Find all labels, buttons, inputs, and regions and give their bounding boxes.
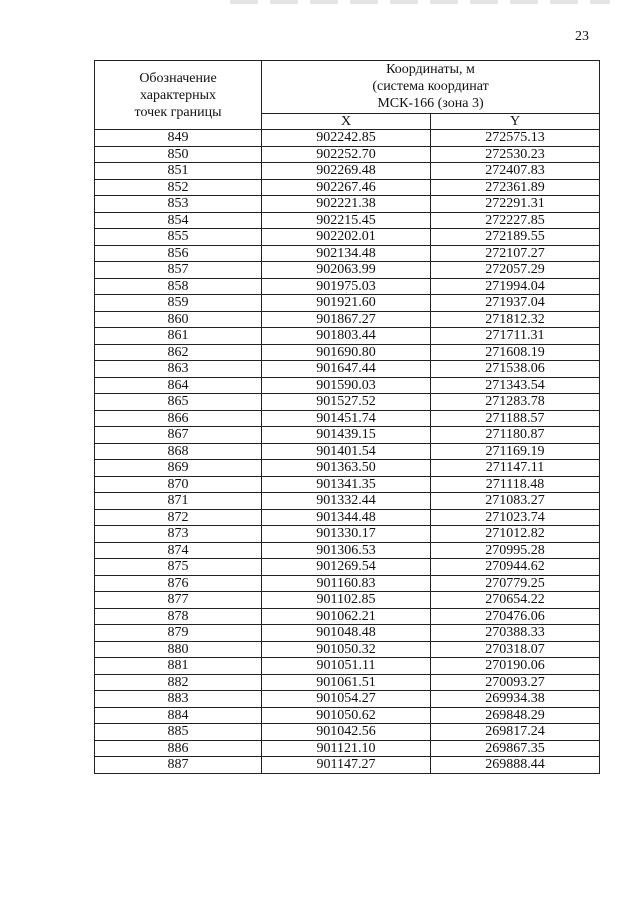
- y-cell: 269848.29: [431, 707, 600, 724]
- header-point-line-2: характерных: [139, 87, 217, 103]
- table-row: [95, 740, 600, 757]
- point-id-cell: 866: [95, 410, 262, 427]
- point-id-cell: 883: [95, 691, 262, 708]
- table-row: [95, 229, 600, 246]
- scan-artifact: [230, 0, 610, 4]
- y-cell: 270779.25: [431, 575, 600, 592]
- coordinates-table: [94, 60, 600, 774]
- x-cell: 901451.74: [262, 410, 431, 427]
- point-id-cell: 876: [95, 575, 262, 592]
- y-cell: 271169.19: [431, 443, 600, 460]
- point-id-cell: 859: [95, 295, 262, 312]
- table-row: [95, 212, 600, 229]
- table-row: [95, 262, 600, 279]
- table-row: [95, 130, 600, 147]
- y-cell: 272227.85: [431, 212, 600, 229]
- x-cell: 901803.44: [262, 328, 431, 345]
- x-cell: 902134.48: [262, 245, 431, 262]
- point-id-cell: 881: [95, 658, 262, 675]
- table-body: [95, 130, 600, 774]
- y-cell: 272530.23: [431, 146, 600, 163]
- point-id-cell: 850: [95, 146, 262, 163]
- y-cell: 272291.31: [431, 196, 600, 213]
- y-cell: 271343.54: [431, 377, 600, 394]
- point-id-cell: 880: [95, 641, 262, 658]
- x-cell: 901439.15: [262, 427, 431, 444]
- x-cell: 901401.54: [262, 443, 431, 460]
- x-cell: 901121.10: [262, 740, 431, 757]
- point-id-cell: 856: [95, 245, 262, 262]
- header-coords-line-2: (система координат: [372, 79, 489, 95]
- y-cell: 271608.19: [431, 344, 600, 361]
- y-cell: 271711.31: [431, 328, 600, 345]
- point-id-cell: 865: [95, 394, 262, 411]
- y-cell: 269934.38: [431, 691, 600, 708]
- point-id-cell: 885: [95, 724, 262, 741]
- x-cell: 901975.03: [262, 278, 431, 295]
- x-cell: 901344.48: [262, 509, 431, 526]
- table-row: [95, 509, 600, 526]
- header-x: X: [262, 113, 431, 129]
- point-id-cell: 886: [95, 740, 262, 757]
- x-cell: 902269.48: [262, 163, 431, 180]
- y-cell: 271994.04: [431, 278, 600, 295]
- x-cell: 901590.03: [262, 377, 431, 394]
- point-id-cell: 878: [95, 608, 262, 625]
- y-cell: 272057.29: [431, 262, 600, 279]
- table-row: [95, 278, 600, 295]
- table-row: [95, 344, 600, 361]
- x-cell: 901341.35: [262, 476, 431, 493]
- x-cell: 902242.85: [262, 130, 431, 147]
- x-cell: 901051.11: [262, 658, 431, 675]
- x-cell: 902267.46: [262, 179, 431, 196]
- point-id-cell: 874: [95, 542, 262, 559]
- table-row: [95, 377, 600, 394]
- y-cell: 271538.06: [431, 361, 600, 378]
- point-id-cell: 863: [95, 361, 262, 378]
- x-cell: 902252.70: [262, 146, 431, 163]
- table-row: [95, 427, 600, 444]
- table-row: [95, 691, 600, 708]
- x-cell: 901690.80: [262, 344, 431, 361]
- x-cell: 901330.17: [262, 526, 431, 543]
- table-row: [95, 658, 600, 675]
- point-id-cell: 849: [95, 130, 262, 147]
- x-cell: 901647.44: [262, 361, 431, 378]
- table-row: [95, 724, 600, 741]
- table-row: [95, 410, 600, 427]
- table-row: [95, 542, 600, 559]
- x-cell: 901332.44: [262, 493, 431, 510]
- table-row: [95, 245, 600, 262]
- x-cell: 901050.62: [262, 707, 431, 724]
- x-cell: 901042.56: [262, 724, 431, 741]
- table-row: [95, 179, 600, 196]
- x-cell: 901160.83: [262, 575, 431, 592]
- y-cell: 272107.27: [431, 245, 600, 262]
- point-id-cell: 851: [95, 163, 262, 180]
- y-cell: 270093.27: [431, 674, 600, 691]
- x-cell: 901062.21: [262, 608, 431, 625]
- point-id-cell: 862: [95, 344, 262, 361]
- x-cell: 901527.52: [262, 394, 431, 411]
- table-row: [95, 608, 600, 625]
- y-cell: 271283.78: [431, 394, 600, 411]
- point-id-cell: 879: [95, 625, 262, 642]
- y-cell: 270476.06: [431, 608, 600, 625]
- header-y: Y: [431, 113, 600, 129]
- x-cell: 901102.85: [262, 592, 431, 609]
- y-cell: 271188.57: [431, 410, 600, 427]
- y-cell: 272575.13: [431, 130, 600, 147]
- point-id-cell: 860: [95, 311, 262, 328]
- y-cell: 271023.74: [431, 509, 600, 526]
- x-cell: 902215.45: [262, 212, 431, 229]
- point-id-cell: 871: [95, 493, 262, 510]
- point-id-cell: 867: [95, 427, 262, 444]
- point-id-cell: 854: [95, 212, 262, 229]
- point-id-cell: 873: [95, 526, 262, 543]
- y-cell: 271083.27: [431, 493, 600, 510]
- y-cell: 272407.83: [431, 163, 600, 180]
- x-cell: 901921.60: [262, 295, 431, 312]
- header-point-line-3: точек границы: [134, 104, 222, 120]
- x-cell: 901269.54: [262, 559, 431, 576]
- y-cell: 271937.04: [431, 295, 600, 312]
- point-id-cell: 864: [95, 377, 262, 394]
- header-coordinates: [262, 61, 600, 114]
- point-id-cell: 887: [95, 757, 262, 774]
- header-point-designation: [95, 61, 262, 130]
- table-row: [95, 295, 600, 312]
- y-cell: 271180.87: [431, 427, 600, 444]
- x-cell: 901306.53: [262, 542, 431, 559]
- y-cell: 270995.28: [431, 542, 600, 559]
- y-cell: 270388.33: [431, 625, 600, 642]
- x-cell: 901050.32: [262, 641, 431, 658]
- table-row: [95, 493, 600, 510]
- point-id-cell: 872: [95, 509, 262, 526]
- table-row: [95, 641, 600, 658]
- y-cell: 270190.06: [431, 658, 600, 675]
- x-cell: 901363.50: [262, 460, 431, 477]
- table-row: [95, 476, 600, 493]
- y-cell: 271147.11: [431, 460, 600, 477]
- point-id-cell: 882: [95, 674, 262, 691]
- point-id-cell: 857: [95, 262, 262, 279]
- x-cell: 901147.27: [262, 757, 431, 774]
- point-id-cell: 853: [95, 196, 262, 213]
- table-row: [95, 757, 600, 774]
- table-row: [95, 394, 600, 411]
- y-cell: 269867.35: [431, 740, 600, 757]
- page-number: 23: [575, 29, 589, 44]
- y-cell: 269817.24: [431, 724, 600, 741]
- x-cell: 901048.48: [262, 625, 431, 642]
- point-id-cell: 858: [95, 278, 262, 295]
- x-cell: 901867.27: [262, 311, 431, 328]
- table-row: [95, 625, 600, 642]
- x-cell: 901061.51: [262, 674, 431, 691]
- table-row: [95, 163, 600, 180]
- y-cell: 270654.22: [431, 592, 600, 609]
- table-row: [95, 707, 600, 724]
- point-id-cell: 884: [95, 707, 262, 724]
- header-point-line-1: Обозначение: [139, 70, 217, 86]
- x-cell: 901054.27: [262, 691, 431, 708]
- point-id-cell: 868: [95, 443, 262, 460]
- table-row: [95, 361, 600, 378]
- point-id-cell: 870: [95, 476, 262, 493]
- table-row: [95, 443, 600, 460]
- table-row: [95, 460, 600, 477]
- y-cell: 270318.07: [431, 641, 600, 658]
- y-cell: 271012.82: [431, 526, 600, 543]
- table-row: [95, 559, 600, 576]
- x-cell: 902202.01: [262, 229, 431, 246]
- point-id-cell: 852: [95, 179, 262, 196]
- table-row: [95, 526, 600, 543]
- header-coords-line-1: Координаты, м: [386, 62, 475, 78]
- y-cell: 271812.32: [431, 311, 600, 328]
- table-row: [95, 196, 600, 213]
- header-coords-line-3: МСК-166 (зона 3): [377, 96, 484, 112]
- y-cell: 269888.44: [431, 757, 600, 774]
- point-id-cell: 877: [95, 592, 262, 609]
- y-cell: 272189.55: [431, 229, 600, 246]
- point-id-cell: 869: [95, 460, 262, 477]
- point-id-cell: 855: [95, 229, 262, 246]
- point-id-cell: 875: [95, 559, 262, 576]
- y-cell: 270944.62: [431, 559, 600, 576]
- table-row: [95, 592, 600, 609]
- table-row: [95, 311, 600, 328]
- x-cell: 902063.99: [262, 262, 431, 279]
- y-cell: 271118.48: [431, 476, 600, 493]
- table-row: [95, 674, 600, 691]
- table-row: [95, 575, 600, 592]
- x-cell: 902221.38: [262, 196, 431, 213]
- table-row: [95, 328, 600, 345]
- table-row: [95, 146, 600, 163]
- point-id-cell: 861: [95, 328, 262, 345]
- y-cell: 272361.89: [431, 179, 600, 196]
